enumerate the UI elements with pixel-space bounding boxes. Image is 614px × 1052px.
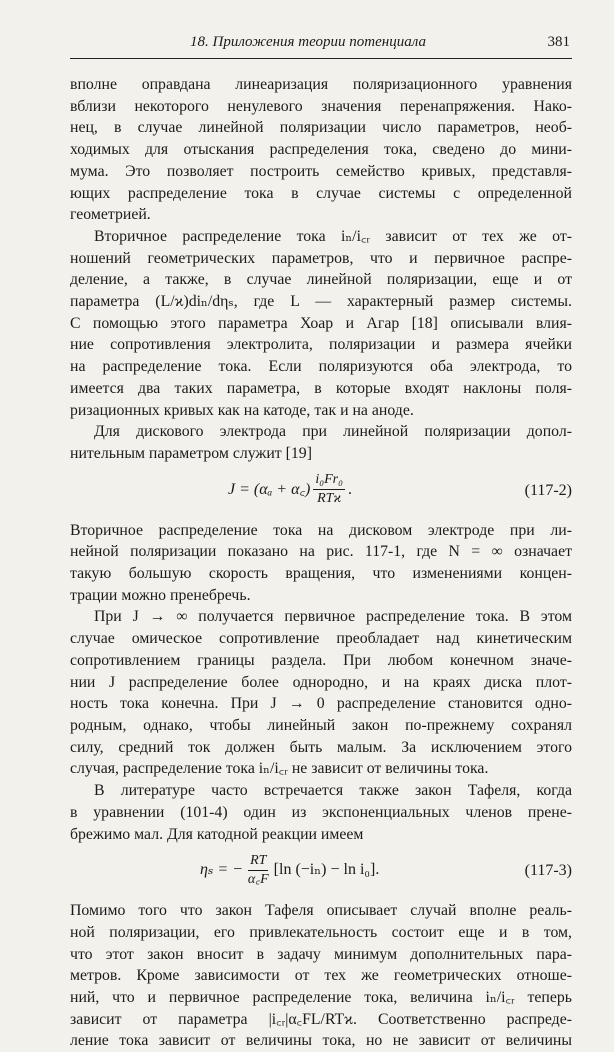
formula-numerator: RT [248,853,268,871]
text-line: ление тока зависит от величины тока, но не зависит от величины [70,1032,572,1050]
equation-number: (117-2) [524,481,572,499]
text-line: Помимо того что закон Тафеля описывает случай вполне реаль- [70,902,572,920]
text-line: нейной поляризации показано на рис. 117-1, где N = ∞ означает [70,543,572,561]
formula-numerator: i₀Fr₀ [313,472,345,490]
text-line: зависит от параметра |i꜀ᵣ|α꜀FL/RTϰ. Соответственно распреде- [70,1010,572,1028]
text-line: ной поляризации, его привлекательность состоит еще и в том, [70,923,572,941]
text-line: сопротивлением границы раздела. При любом конечном значе- [70,651,572,669]
running-title: 18. Приложения теории потенциала [190,34,426,50]
text-line: такую большую скорость вращения, что изменениями концен- [70,565,572,583]
text-line: на распределение тока. Если поляризуются оба электрода, то [70,358,572,376]
equation-number: (117-3) [524,862,572,880]
formula-denominator: α꜀F [247,871,269,887]
text-line: Для дискового электрода при линейной поляризации допол- [94,423,572,441]
formula-117-2 [70,468,572,516]
text-line: ние сопротивления электролита, поляризации и размера ячейки [70,336,572,354]
text-line: При J → ∞ получается первичное распределение тока. В этом [94,608,572,626]
text-line: метров. Кроме зависимости от тех же геометрических отноше- [70,967,572,985]
text-line: ющих распределение тока в случае системы с определенной [70,184,572,202]
text-line: имеется два таких параметра, в которые входят наклоны поля- [70,379,572,397]
text-line: случая, распределение тока iₙ/i꜀ᵣ не зависит от величины тока. [70,760,489,778]
text-line: нии J распределение более однородно, и на краях диска плот- [70,673,572,691]
text-line: в уравнении (101-4) один из экспоненциальных членов прене- [70,803,572,821]
text-line: трации можно пренебречь. [70,586,251,604]
formula-117-3 [70,848,572,896]
text-line: С помощью этого параметра Хоар и Агар [18] описывали влия- [70,314,572,332]
text-line: ризационных кривых как на катоде, так и на аноде. [70,401,414,419]
text-line: Вторичное распределение тока на дисковом электроде при ли- [70,521,572,539]
text-line: ность тока конечна. При J → 0 распределение становится одно- [70,695,572,713]
text-line: параметра (L/ϰ)diₙ/dηₛ, где L — характерный размер системы. [70,293,572,311]
text-line: нец, в случае линейной поляризации число параметров, необ- [70,119,572,137]
text-line: Вторичное распределение тока iₙ/i꜀ᵣ зависит от тех же от- [94,227,572,245]
text-line: вполне оправдана линеаризация поляризационного уравнения [70,76,572,93]
text-line: ходимых для отыскания распределения тока, сведено до мини- [70,141,572,159]
formula-lhs: J = (αₐ + α꜀) [228,480,311,498]
body-text [70,74,572,1052]
text-line: родным, однако, чтобы линейный закон по-прежнему сохранял [70,716,572,734]
formula-lhs: ηₛ = − [200,861,243,879]
formula-fraction [246,853,271,888]
text-line: брежимо мал. Для катодной реакции имеем [70,825,364,843]
text-line: В литературе часто встречается также закон Тафеля, когда [94,782,572,800]
running-header [70,34,572,59]
formula-denominator: RTϰ [317,491,342,507]
formula-expression [228,468,352,512]
text-line: случае омическое сопротивление преобладает над кинетическим [70,630,572,648]
text-line: ний, что и первичное распределение тока, величина iₙ/i꜀ᵣ теперь [70,989,572,1007]
text-line: вблизи некоторого ненулевого значения перенапряжения. Нако- [70,97,572,115]
text-line: ношений геометрических параметров, что и первичное распре- [70,249,572,267]
text-line: геометрией. [70,206,151,224]
formula-tail: . [348,480,352,498]
text-line: нительным параметром служит [19] [70,444,312,462]
text-line: мума. Это позволяет построить семейство кривых, представля- [70,162,572,180]
formula-tail: [ln (−iₙ) − ln i₀]. [273,861,380,879]
text-line: что этот закон вносит в задачу минимум дополнительных пара- [70,945,572,963]
text-line: деление, а также, в случае линейной поляризации, еще и от [70,271,572,289]
formula-expression [200,848,379,892]
page-number: 381 [547,34,570,50]
text-line: силу, средний ток должен быть малым. За исключением этого [70,738,572,756]
formula-fraction [313,472,345,507]
